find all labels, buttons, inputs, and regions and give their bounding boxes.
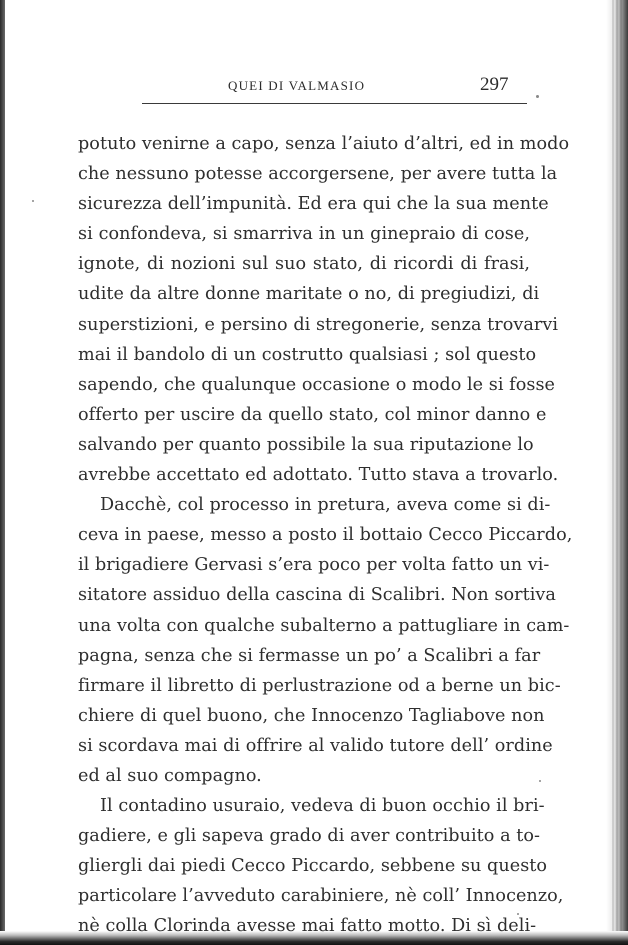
header-rule xyxy=(142,103,527,104)
running-title: QUEI DI VALMASIO xyxy=(228,78,366,93)
text-line: sitatore assiduo della cascina di Scalibri. Non sortiva xyxy=(78,585,556,606)
text-line: chiere di quel buono, che Innocenzo Tagliabove non xyxy=(78,705,545,726)
text-line: firmare il libretto di perlustrazione od a berne un bic- xyxy=(78,675,561,696)
text-line: sicurezza dell’impunità. Ed era qui che la sua mente xyxy=(78,194,549,215)
text-line: si scordava mai di offrire al valido tutore dell’ ordine xyxy=(78,735,553,756)
text-line: ed al suo compagno. xyxy=(78,765,262,786)
paper-speck xyxy=(32,200,34,202)
text-line: gliergli dai piedi Cecco Piccardo, sebbene su questo xyxy=(78,856,548,877)
text-line: ceva in paese, messo a posto il bottaio Cecco Piccardo, xyxy=(78,525,573,546)
running-header xyxy=(78,76,530,100)
text-line: pagna, senza che si fermasse un po’ a Scalibri a far xyxy=(78,645,541,666)
page-edge-lines xyxy=(610,0,624,945)
text-line: mai il bandolo di un costrutto qualsiasi ; sol questo xyxy=(78,344,537,365)
text-line: si confondeva, si smarriva in un ginepraio di cose, xyxy=(78,224,530,245)
paper-speck xyxy=(517,913,519,915)
text-line: che nessuno potesse accorgersene, per avere tutta la xyxy=(78,164,558,185)
text-line: il brigadiere Gervasi s’era poco per volta fatto un vi- xyxy=(78,555,550,576)
text-line: gadiere, e gli sapeva grado di aver contribuito a to- xyxy=(78,826,541,847)
paragraph-first-line: Il contadino usuraio, vedeva di buon occhio il bri- xyxy=(100,796,545,817)
text-line: sapendo, che qualunque occasione o modo le si fosse xyxy=(78,374,556,395)
text-line: offerto per uscire da quello stato, col minor danno e xyxy=(78,404,547,425)
paper-speck xyxy=(539,780,541,782)
text-line: una volta con qualche subalterno a pattugliare in cam- xyxy=(78,615,570,636)
text-line: superstizioni, e persino di stregonerie, senza trovarvi xyxy=(78,314,559,335)
body-text xyxy=(78,129,573,942)
text-line: udite da altre donne maritate o no, di pregiudizi, di xyxy=(78,284,540,305)
text-line: particolare l’avveduto carabiniere, nè coll’ Innocenzo, xyxy=(78,886,564,907)
text-line: nè colla Clorinda avesse mai fatto motto. Di sì deli- xyxy=(78,916,537,937)
text-line: avrebbe accettato ed adottato. Tutto stava a trovarlo. xyxy=(78,465,559,486)
paper-speck xyxy=(536,95,539,98)
text-line: potuto venirne a capo, senza l’aiuto d’altri, ed in modo xyxy=(78,134,570,154)
text-line: salvando per quanto possibile la sua riputazione lo xyxy=(78,434,534,455)
binding-edge xyxy=(0,0,5,945)
text-line: ignote, di nozioni sul suo stato, di ricordi di frasi, xyxy=(78,254,530,275)
page-number: 297 xyxy=(480,74,509,95)
paragraph-first-line: Dacchè, col processo in pretura, aveva come si di- xyxy=(100,495,551,516)
